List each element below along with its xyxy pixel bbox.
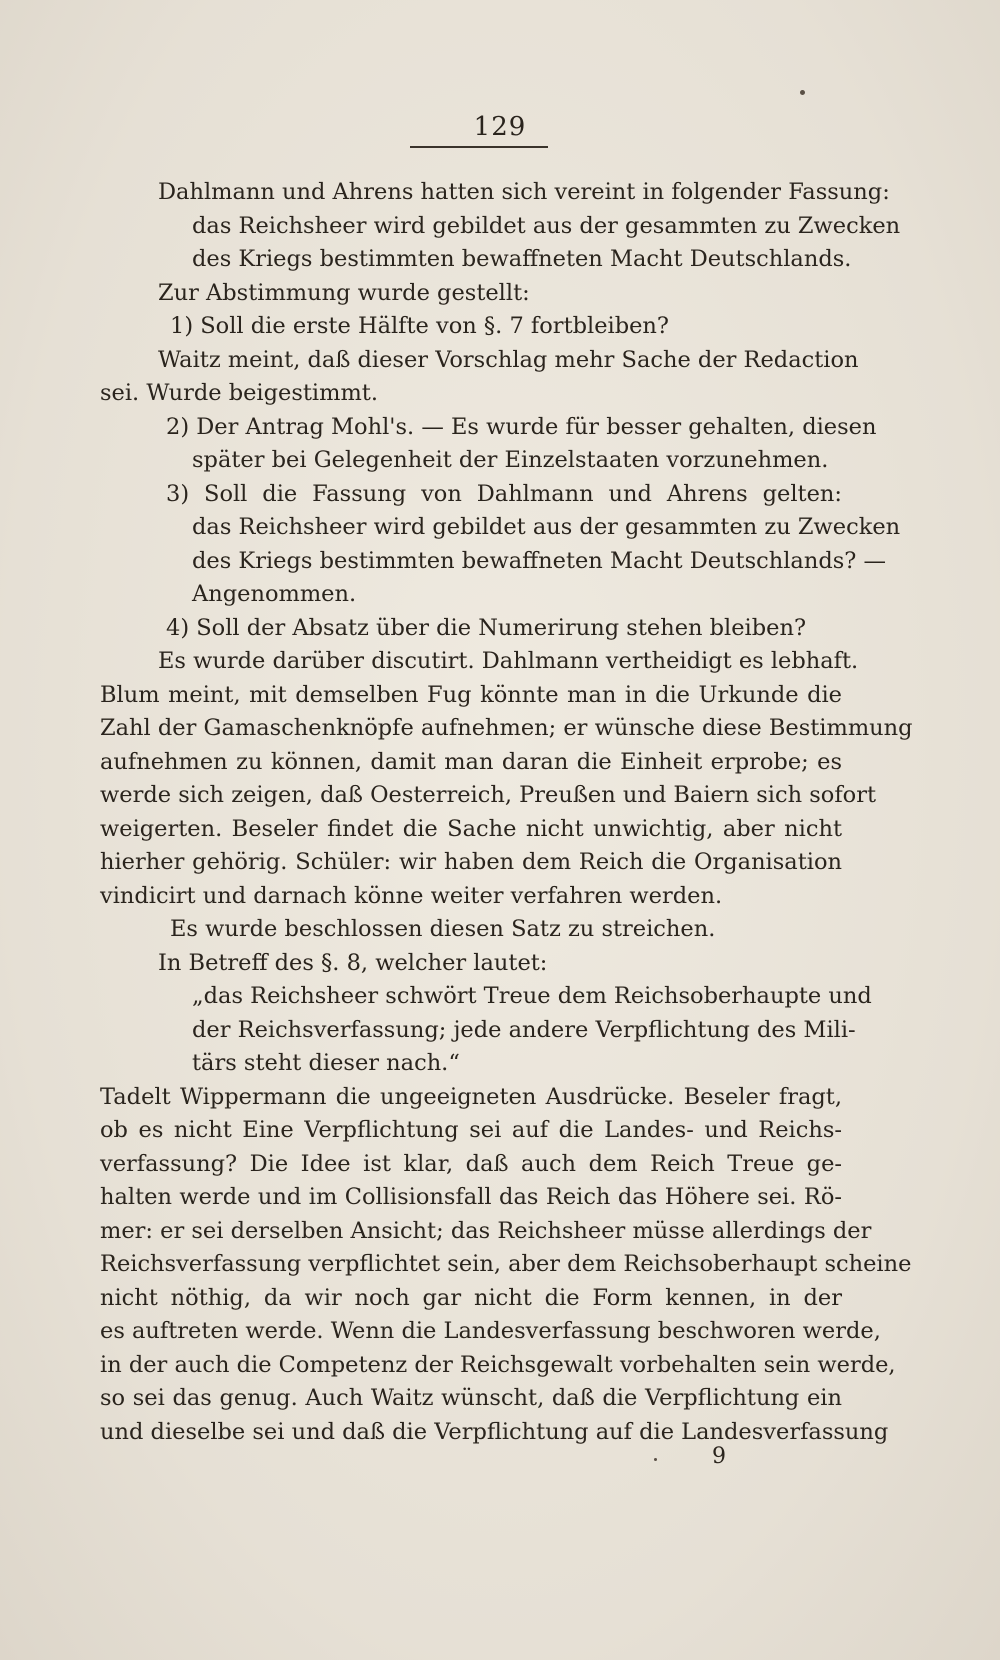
- ink-spot: [654, 1458, 657, 1461]
- text-line: tärs steht dieser nach.“: [192, 1050, 460, 1076]
- page-number: 129: [473, 112, 527, 142]
- text-line: Zahl der Gamaschenknöpfe aufnehmen; er wünsche diese Bestimmung: [100, 715, 913, 741]
- ink-spot: [800, 90, 805, 95]
- text-line: Dahlmann und Ahrens hatten sich vereint in folgender Fassung:: [158, 179, 890, 205]
- text-line: des Kriegs bestimmten bewaffneten Macht Deutschlands.: [192, 246, 852, 272]
- text-line: In Betreff des §. 8, welcher lautet:: [158, 949, 548, 976]
- text-line: Es wurde darüber discutirt. Dahlmann vertheidigt es lebhaft.: [158, 648, 859, 674]
- page-header: [0, 112, 1000, 142]
- text-line: Es wurde beschlossen diesen Satz zu streichen.: [170, 916, 716, 942]
- text-line: Tadelt Wippermann die ungeeigneten Ausdrücke. Beseler fragt,: [100, 1083, 842, 1110]
- text-line: der Reichsverfassung; jede andere Verpflichtung des Mili-: [192, 1016, 856, 1043]
- text-line: sei. Wurde beigestimmt.: [100, 380, 378, 406]
- text-line: mer: er sei derselben Ansicht; das Reichsheer müsse allerdings der: [100, 1217, 872, 1244]
- text-line: Angenommen.: [192, 581, 357, 607]
- signature-mark: 9: [712, 1444, 726, 1469]
- text-line: in der auch die Competenz der Reichsgewalt vorbehalten sein werde,: [100, 1351, 896, 1378]
- text-line: hierher gehörig. Schüler: wir haben dem Reich die Organisation: [100, 849, 842, 875]
- text-line: 4) Soll der Absatz über die Numerirung stehen bleiben?: [166, 614, 807, 641]
- text-line: später bei Gelegenheit der Einzelstaaten vorzunehmen.: [192, 447, 829, 473]
- text-line: verfassung? Die Idee ist klar, daß auch dem Reich Treue ge-: [100, 1150, 842, 1177]
- text-line: 3) Soll die Fassung von Dahlmann und Ahrens gelten:: [166, 480, 842, 507]
- text-line: Waitz meint, daß dieser Vorschlag mehr Sache der Redaction: [158, 346, 859, 373]
- text-line: nicht nöthig, da wir noch gar nicht die Form kennen, in der: [100, 1284, 842, 1311]
- text-line: ob es nicht Eine Verpflichtung sei auf die Landes- und Reichs-: [100, 1117, 842, 1143]
- text-line: 1) Soll die erste Hälfte von §. 7 fortbleiben?: [170, 313, 669, 339]
- text-line: werde sich zeigen, daß Oesterreich, Preußen und Baiern sich sofort: [100, 782, 876, 808]
- text-line: es auftreten werde. Wenn die Landesverfassung beschworen werde,: [100, 1318, 881, 1344]
- text-line: „das Reichsheer schwört Treue dem Reichsoberhaupte und: [192, 983, 872, 1009]
- text-line: weigerten. Beseler findet die Sache nicht unwichtig, aber nicht: [100, 815, 842, 842]
- text-line: Zur Abstimmung wurde gestellt:: [158, 279, 530, 306]
- text-line: Blum meint, mit demselben Fug könnte man in die Urkunde die: [100, 681, 842, 708]
- text-line: halten werde und im Collisionsfall das Reich das Höhere sei. Rö-: [100, 1184, 842, 1210]
- text-line: des Kriegs bestimmten bewaffneten Macht Deutschlands? —: [192, 547, 886, 574]
- text-line: das Reichsheer wird gebildet aus der gesammten zu Zwecken: [192, 212, 901, 239]
- text-line: aufnehmen zu können, damit man daran die Einheit erprobe; es: [100, 748, 842, 775]
- header-rule: [410, 146, 548, 148]
- text-line: und dieselbe sei und daß die Verpflichtung auf die Landesverfassung: [100, 1418, 889, 1445]
- body-text: [100, 176, 913, 1449]
- text-line: Reichsverfassung verpflichtet sein, aber dem Reichsoberhaupt scheine: [100, 1251, 912, 1277]
- text-line: vindicirt und darnach könne weiter verfahren werden.: [100, 882, 723, 909]
- text-line: 2) Der Antrag Mohl's. — Es wurde für besser gehalten, diesen: [166, 413, 877, 440]
- text-line: das Reichsheer wird gebildet aus der gesammten zu Zwecken: [192, 514, 901, 540]
- text-line: so sei das genug. Auch Waitz wünscht, daß die Verpflichtung ein: [100, 1385, 842, 1411]
